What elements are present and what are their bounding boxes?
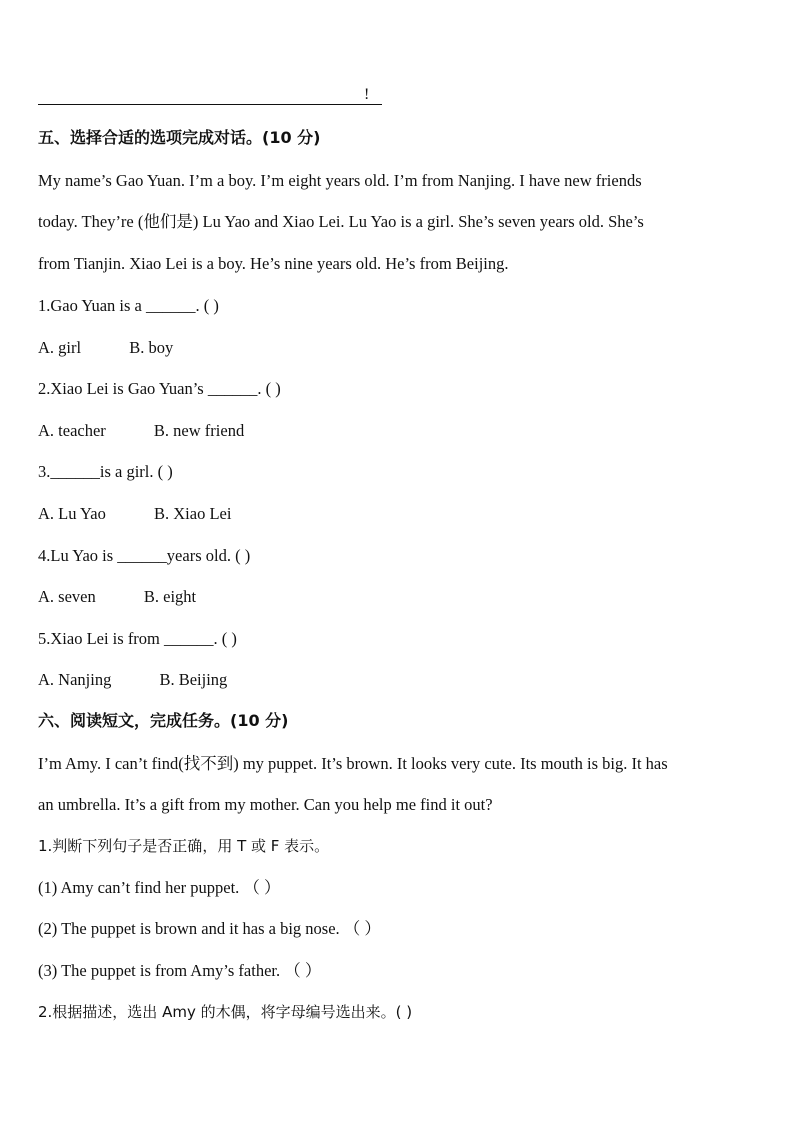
question-5-stem: 5.Xiao Lei is from ______. ( ) [38,629,237,648]
question-1-options [38,337,173,359]
question-1-option-a: A. girl [38,338,82,357]
section6-title: 六、阅读短文，完成任务。(10 分) [38,711,289,730]
answer-line-end-mark: ! [364,86,370,103]
task2-title: 2.根据描述，选出 Amy 的木偶，将字母编号选出来。( ) [38,1003,413,1021]
answer-blank-line [38,104,382,105]
section5-title: 五、选择合适的选项完成对话。(10 分) [38,128,321,147]
question-5-option-a: A. Nanjing [38,670,112,689]
question-2-options [38,420,244,442]
question-2-option-a: A. teacher [38,421,106,440]
question-5-options [38,669,227,691]
question-1-stem: 1.Gao Yuan is a ______. ( ) [38,296,219,315]
task1-item-2: (2) The puppet is brown and it has a big nose. （ ） [38,919,381,938]
task1-item-1: (1) Amy can’t find her puppet. （ ） [38,878,281,897]
section5-passage-line-2: today. They’re (他们是) Lu Yao and Xiao Lei. Lu Yao is a girl. She’s seven years old. She’s [38,212,644,231]
section5-passage-line-3: from Tianjin. Xiao Lei is a boy. He’s nine years old. He’s from Beijing. [38,254,509,273]
question-4-option-b: B. eight [143,587,197,606]
question-4-stem: 4.Lu Yao is ______years old. ( ) [38,546,251,565]
section5-passage-line-1: My name’s Gao Yuan. I’m a boy. I’m eight years old. I’m from Nanjing. I have new friends [38,171,642,190]
question-1-option-b: B. boy [129,338,174,357]
section6-passage-line-2: an umbrella. It’s a gift from my mother. Can you help me find it out? [38,795,493,814]
question-4-option-a: A. seven [38,587,96,606]
task1-title: 1.判断下列句子是否正确，用 T 或 F 表示。 [38,837,330,855]
question-3-stem: 3.______is a girl. ( ) [38,462,173,481]
question-3-options [38,503,231,525]
question-3-option-a: A. Lu Yao [38,504,106,523]
question-3-option-b: B. Xiao Lei [153,504,232,523]
question-2-stem: 2.Xiao Lei is Gao Yuan’s ______. ( ) [38,379,281,398]
question-5-option-b: B. Beijing [159,670,228,689]
question-2-option-b: B. new friend [153,421,245,440]
task1-item-3: (3) The puppet is from Amy’s father. （ ） [38,961,322,980]
question-4-options [38,586,196,608]
section6-passage-line-1: I’m Amy. I can’t find(找不到) my puppet. It’s brown. It looks very cute. Its mouth is big. It has [38,754,668,773]
